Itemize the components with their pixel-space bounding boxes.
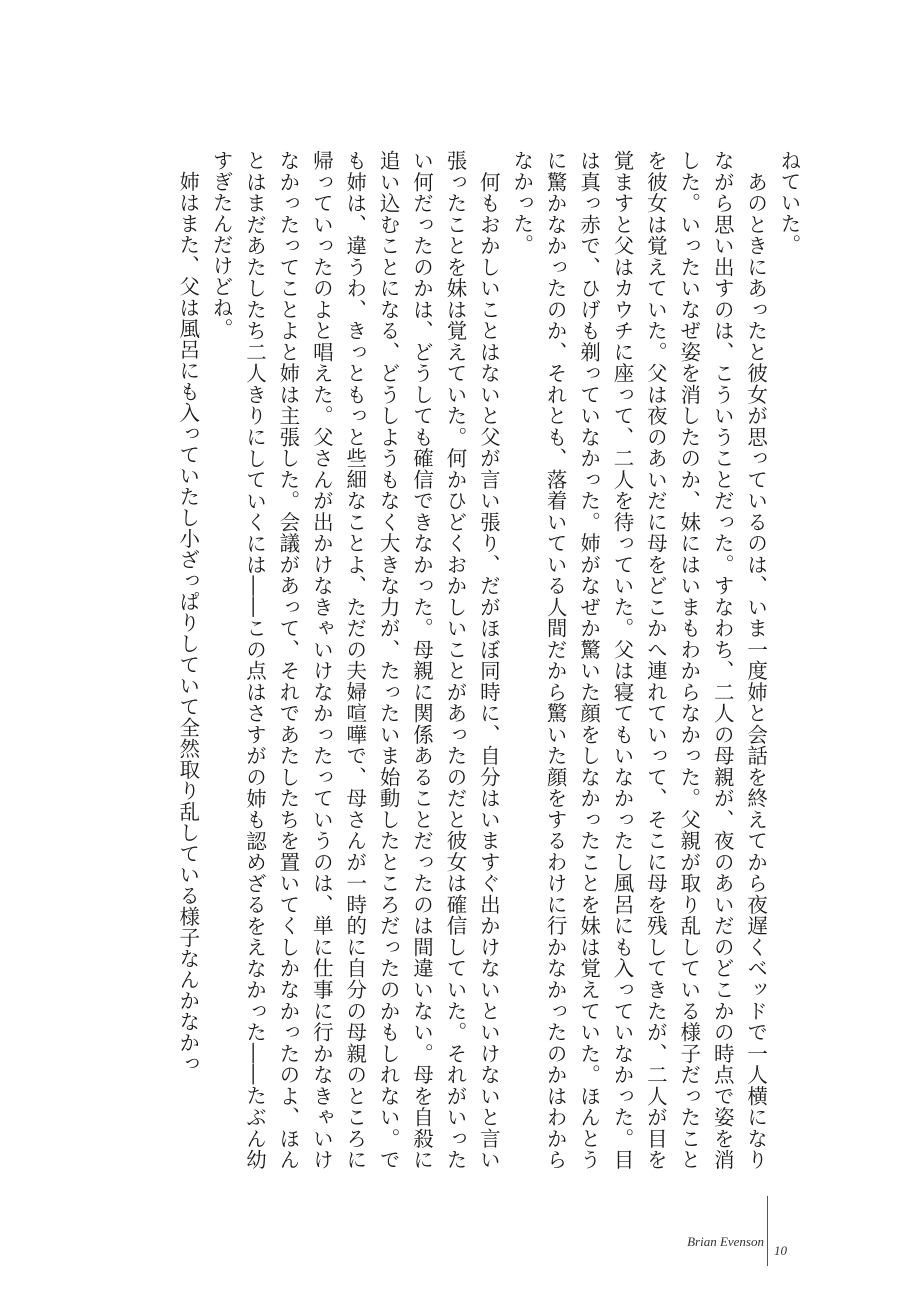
page-footer	[664, 1196, 804, 1256]
vertical-body-text	[170, 150, 805, 1170]
page-number: 10	[774, 1243, 787, 1258]
author-name: Brian Evenson	[687, 1234, 764, 1249]
paragraph: 姉はまた、父は風呂にも入っていたし小ざっぱりしていて全然取り乱している様子なんかなかっ	[175, 150, 200, 1074]
footer-divider	[767, 1196, 768, 1266]
paragraph-continuation: ねていた。	[777, 150, 801, 255]
paragraph: あのときにあったと彼女が思っているのは、いま一度姉と会話を終えてから夜遅くベッドで一人横になりながら思い出すのは、こういうことだった。すなわち、二人の母親が、夜のあいだのどこかの時点で姿を消した。いったいなぜ姿を消したのか、妹にはいまもわからなかった。父親が取り乱している様子だったことを彼女は覚えていた。父は夜のあいだに母をどこかへ連れていって、そこに母を残してきたが、二人が目を覚ますと父はカウチに座って、二人を待っていた。父は寝てもいなかったし風呂にも入っていなかった。目は真っ赤で、ひげも剃っていなかった。姉がなぜか驚いた顔をしなかったことを妹は覚えていた。ほんとうに驚かなかったのか、それとも、落着いている人間だから驚いた顔をするわけに行かなかったのかはわからなかった。	[509, 150, 768, 1170]
paragraph: 何もおかしいことはないと父が言い張り、だがほぼ同時に、自分はいますぐ出かけないといけないと言い張ったことを妹は覚えていた。何かひどくおかしいことがあったのだと彼女は確信していた。それがいったい何だったのかは、どうしても確信できなかった。母親に関係あることだったのは間違いない。母を自殺に追い込むことになる、どうしようもなく大きな力が、たったいま始動したところだったのかもしれない。でも姉は、違うわ、きっともっと些細なことよ、ただの夫婦喧嘩で、母さんが一時的に自分の母親のところに帰っていったのよと唱えた。父さんが出かけなきゃいけなかったっていうのは、単に仕事に行かなきゃいけなかったってことよと姉は主張した。会議があって、それであたしたちを置いてくしかなかったのよ、ほんとはまだあたしたち二人きりにしていくには――この点はさすがの姉も認めざるをえなかった――たぶん幼すぎたんだけどね。	[209, 150, 501, 1170]
